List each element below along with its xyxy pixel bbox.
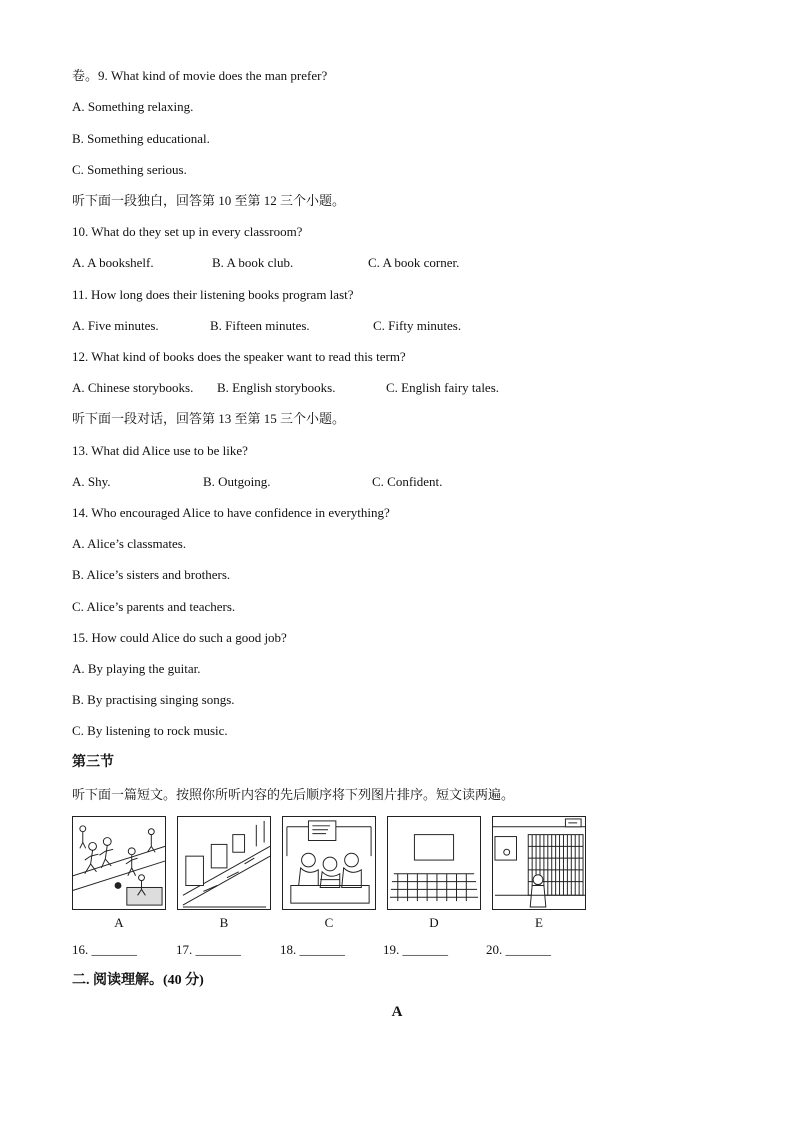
picture-label-b: B bbox=[219, 915, 229, 930]
section-heading: 第三节 bbox=[72, 755, 114, 770]
picture-label-d: D bbox=[429, 915, 439, 930]
instruction-ordering: 听下面一篇短文。按照你所听内容的先后顺序将下列图片排序。短文读两遍。 bbox=[72, 787, 515, 802]
line-q11: 11. How long does their listening books program last? bbox=[72, 287, 354, 302]
line-q14: 14. Who encouraged Alice to have confidence in everything? bbox=[72, 505, 390, 520]
picture-b-computer-room bbox=[177, 816, 271, 910]
picture-a-playground bbox=[72, 816, 166, 910]
line-q9c: C. Something serious. bbox=[72, 162, 187, 177]
q10-option-b: B. A book club. bbox=[212, 255, 294, 270]
line-q12: 12. What kind of books does the speaker want to read this term? bbox=[72, 349, 406, 364]
line-q13: 13. What did Alice use to be like? bbox=[72, 443, 248, 458]
line-q14c: C. Alice’s parents and teachers. bbox=[72, 599, 236, 614]
line-q14a: A. Alice’s classmates. bbox=[72, 536, 187, 551]
line-q9a: A. Something relaxing. bbox=[72, 99, 194, 114]
line-q9b: B. Something educational. bbox=[72, 131, 210, 146]
answer-blank-20[interactable]: 20. _______ bbox=[486, 942, 551, 957]
part-heading-reading: 二. 阅读理解。(40 分) bbox=[72, 973, 204, 988]
passage-label: A bbox=[391, 1004, 403, 1020]
picture-label-e: E bbox=[535, 915, 543, 930]
q11-option-b: B. Fifteen minutes. bbox=[210, 318, 310, 333]
instruction-monologue: 听下面一段独白，回答第 10 至第 12 三个小题。 bbox=[72, 193, 346, 208]
q12-option-c: C. English fairy tales. bbox=[386, 380, 500, 395]
line-q15c: C. By listening to rock music. bbox=[72, 723, 228, 738]
picture-e-library bbox=[492, 816, 586, 910]
q12-option-b: B. English storybooks. bbox=[217, 380, 336, 395]
q10-option-a: A. A bookshelf. bbox=[72, 255, 154, 270]
answer-blank-18[interactable]: 18. _______ bbox=[280, 942, 345, 957]
line-q10: 10. What do they set up in every classroom? bbox=[72, 224, 303, 239]
q12-option-a: A. Chinese storybooks. bbox=[72, 380, 194, 395]
q11-option-a: A. Five minutes. bbox=[72, 318, 159, 333]
line-q15b: B. By practising singing songs. bbox=[72, 692, 235, 707]
q13-option-a: A. Shy. bbox=[72, 474, 111, 489]
line-q15a: A. By playing the guitar. bbox=[72, 661, 201, 676]
line-q15: 15. How could Alice do such a good job? bbox=[72, 630, 287, 645]
line-q9: 卷。9. What kind of movie does the man prefer? bbox=[72, 68, 328, 83]
picture-d-lecture-hall bbox=[387, 816, 481, 910]
picture-c-students-reading bbox=[282, 816, 376, 910]
q13-option-b: B. Outgoing. bbox=[203, 474, 271, 489]
line-q14b: B. Alice’s sisters and brothers. bbox=[72, 567, 231, 582]
q10-option-c: C. A book corner. bbox=[368, 255, 460, 270]
answer-blank-16[interactable]: 16. _______ bbox=[72, 942, 137, 957]
q11-option-c: C. Fifty minutes. bbox=[373, 318, 462, 333]
q13-option-c: C. Confident. bbox=[372, 474, 443, 489]
answer-blank-19[interactable]: 19. _______ bbox=[383, 942, 448, 957]
answer-blank-17[interactable]: 17. _______ bbox=[176, 942, 241, 957]
instruction-dialogue: 听下面一段对话，回答第 13 至第 15 三个小题。 bbox=[72, 411, 346, 426]
picture-label-a: A bbox=[114, 915, 124, 930]
picture-label-c: C bbox=[324, 915, 334, 930]
